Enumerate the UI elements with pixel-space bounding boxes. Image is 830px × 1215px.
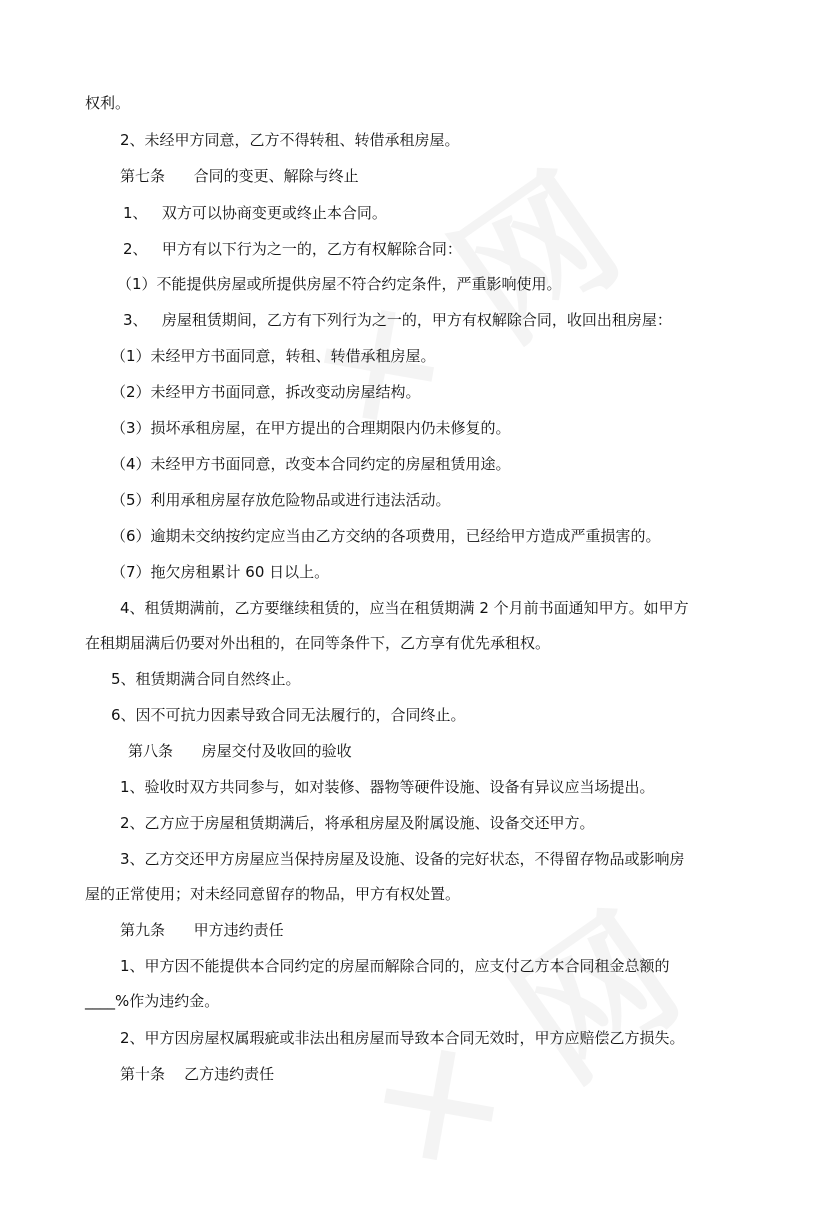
- paragraph-line: （4）未经甲方书面同意，改变本合同约定的房屋租赁用途。: [111, 455, 511, 473]
- paragraph-line: （1）未经甲方书面同意，转租、转借承租房屋。: [111, 347, 436, 365]
- paragraph-line: 1、验收时双方共同参与，如对装修、器物等硬件设施、设备有异议应当场提出。: [120, 778, 655, 796]
- paragraph-line: 3、乙方交还甲方房屋应当保持房屋及设施、设备的完好状态，不得留存物品或影响房: [120, 850, 685, 868]
- paragraph-line: （5）利用承租房屋存放危险物品或进行违法活动。: [111, 491, 451, 509]
- paragraph-line: 2、未经甲方同意，乙方不得转租、转借承租房屋。: [120, 131, 460, 149]
- section-heading: 第九条 甲方违约责任: [120, 921, 284, 939]
- section-heading: 第八条 房屋交付及收回的验收: [128, 742, 352, 760]
- paragraph-line: 1、甲方因不能提供本合同约定的房屋而解除合同的，应支付乙方本合同租金总额的: [120, 957, 670, 975]
- paragraph-line: 2、 甲方有以下行为之一的，乙方有权解除合同：: [123, 240, 462, 258]
- section-heading: 第十条 乙方违约责任: [120, 1065, 275, 1083]
- paragraph-line: （1）不能提供房屋或所提供房屋不符合约定条件，严重影响使用。: [117, 275, 562, 293]
- paragraph-line: （6）逾期未交纳按约定应当由乙方交纳的各项费用，已经给甲方造成严重损害的。: [111, 527, 661, 545]
- paragraph-line: 5、租赁期满合同自然终止。: [111, 670, 301, 688]
- watermark: [384, 948, 664, 1152]
- paragraph-line: （7）拖欠房租累计 60 日以上。: [111, 563, 330, 581]
- paragraph-line: ____%作为违约金。: [85, 992, 220, 1010]
- paragraph-line: （2）未经甲方书面同意，拆改变动房屋结构。: [111, 383, 421, 401]
- paragraph-line: 屋的正常使用；对未经同意留存的物品，甲方有权处置。: [85, 885, 461, 903]
- paragraph-line: 在租期届满后仍要对外出租的，在同等条件下，乙方享有优先承租权。: [85, 634, 551, 652]
- paragraph-line: 2、甲方因房屋权属瑕疵或非法出租房屋而导致本合同无效时，甲方应赔偿乙方损失。: [120, 1029, 685, 1047]
- paragraph-line: 权利。: [85, 94, 131, 112]
- paragraph-line: 3、 房屋租赁期间，乙方有下列行为之一的，甲方有权解除合同，收回出租房屋：: [123, 311, 672, 329]
- paragraph-line: 4、租赁期满前，乙方要继续租赁的，应当在租赁期满 2 个月前书面通知甲方。如甲方: [120, 599, 689, 617]
- paragraph-line: 1、 双方可以协商变更或终止本合同。: [123, 204, 387, 222]
- paragraph-line: 2、乙方应于房屋租赁期满后，将承租房屋及附属设施、设备交还甲方。: [120, 814, 595, 832]
- paragraph-line: 6、因不可抗力因素导致合同无法履行的，合同终止。: [111, 706, 466, 724]
- section-heading: 第七条 合同的变更、解除与终止: [120, 167, 359, 185]
- paragraph-line: （3）损坏承租房屋，在甲方提出的合理期限内仍未修复的。: [111, 419, 511, 437]
